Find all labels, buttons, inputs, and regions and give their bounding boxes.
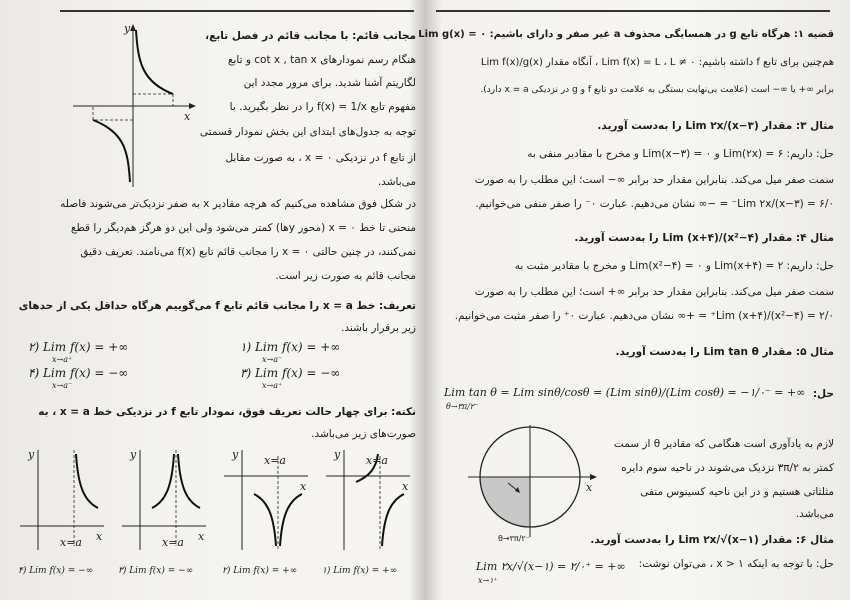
left-page bbox=[0, 0, 422, 600]
asymptote-def-line7: می‌باشد. bbox=[377, 176, 416, 188]
note-line1: نکته: برای چهار حالت تعریف فوق، نمودار تابع f در نزدیکی خط x = a ، به bbox=[38, 406, 416, 418]
header-rule bbox=[60, 10, 414, 12]
ex6-equation-sub: x→۱⁺ bbox=[478, 576, 498, 585]
curve-negative bbox=[93, 120, 130, 182]
svg-text:x: x bbox=[96, 530, 103, 543]
ex3-sol3: Lim ۲x/(x−۳) = ۶/۰⁻ = −∞ نشان می‌دهیم. عبارت ۰⁻ را صفر منفی می‌خوانیم. bbox=[475, 198, 834, 210]
circle-theta-label: θ→۳π/۲⁻ bbox=[498, 534, 530, 543]
ex5-p3: مثلثاتی هستیم و در این ناحیه کسینوس منفی bbox=[640, 486, 834, 498]
ex6-title: مثال ۶: مقدار Lim ۲x/√(x−۱) را به‌دست آورید. bbox=[590, 534, 834, 546]
ex5-p2: کمتر به ۳π/۲ نزدیک می‌شوند در ناحیه سوم دایره bbox=[621, 462, 834, 474]
case-graph-1 bbox=[322, 446, 412, 556]
svg-text:y: y bbox=[334, 448, 341, 461]
ex5-p4: می‌باشد. bbox=[795, 508, 834, 520]
limit-2-sub: x→a⁺ bbox=[52, 355, 73, 364]
asymptote-def-line5: توجه به جدول‌های ابتدای این بخش نمودار قسمتی bbox=[199, 126, 416, 138]
ex3-sol2: سمت صفر میل می‌کند. بنابراین مقدار حد برابر ∞− است؛ این مطلب را به صورت bbox=[474, 174, 834, 186]
svg-text:x=a: x=a bbox=[366, 454, 388, 467]
asymptote-def-line1: مجانب قائم: با مجانب قائم در فصل تابع، bbox=[205, 30, 416, 42]
definition-line2: زیر برقرار باشند. bbox=[341, 322, 416, 334]
case-graph-4 bbox=[16, 446, 106, 556]
right-page bbox=[418, 0, 850, 600]
para1-line3: نمی‌کنند، در چنین حالتی x = ۰ را مجانب قائم تابع f(x) می‌نامند. تعریف دقیق bbox=[80, 246, 416, 258]
theorem-line2: هم‌چنین برای تابع f داشته باشیم: Lim f(x) = L ، L ≠ ۰ ، آنگاه مقدار Lim f(x)/g(x) bbox=[480, 57, 834, 68]
svg-text:x: x bbox=[402, 480, 409, 493]
theorem-line1: قضیه ۱: هرگاه تابع g در همسایگی محذوف a غیر صفر و دارای باشیم: Lim g(x) = ۰ bbox=[418, 29, 834, 40]
asymptote-def-line3: لگاریتم آشنا شدید. برای مرور مجدد این bbox=[243, 77, 416, 89]
limit-1-sub: x→a⁻ bbox=[262, 355, 283, 364]
circle-x-label: x bbox=[586, 481, 593, 494]
graph-y-label: y bbox=[124, 22, 131, 35]
ex5-equation: Lim tan θ = Lim sinθ/cosθ = (Lim sinθ)/(Lim cosθ) = −۱/۰⁻ = +∞ bbox=[444, 386, 806, 399]
ex3-title: مثال ۳: مقدار Lim ۲x/(x−۳) را به‌دست آورید. bbox=[597, 120, 834, 132]
para1-line4: مجانب قائم به صورت زیر است. bbox=[275, 270, 416, 282]
ex6-equation: Lim ۲x/√(x−۱) = ۲/۰⁺ = +∞ bbox=[476, 560, 626, 573]
graph-x-label: x bbox=[184, 110, 191, 123]
limit-4-sub: x→a⁻ bbox=[52, 381, 73, 390]
svg-text:y: y bbox=[130, 448, 137, 461]
ex3-sol1: حل: داریم: Lim(۲x) = ۶ و Lim(x−۳) = ۰ و مخرج با مقادیر منفی به bbox=[527, 148, 834, 160]
caption-1: ۱) Lim f(x) = +∞ bbox=[322, 566, 398, 576]
svg-text:x=a: x=a bbox=[264, 454, 286, 467]
svg-text:y: y bbox=[232, 448, 239, 461]
case-graph-3 bbox=[118, 446, 208, 556]
theorem-line3: برابر ∞+ یا ∞− است (علامت بی‌نهایت بستگی به علامت دو تابع f و g در نزدیکی x = a دارد). bbox=[480, 85, 834, 95]
limit-4: ۴) Lim f(x) = −∞ bbox=[28, 366, 129, 380]
asymptote-def-line4: مفهوم تابع f(x) = 1/x را در نظر بگیرید. با bbox=[229, 101, 416, 113]
curve-positive bbox=[136, 30, 173, 94]
svg-text:y: y bbox=[28, 448, 35, 461]
caption-3: ۳) Lim f(x) = −∞ bbox=[118, 566, 194, 576]
reciprocal-graph bbox=[68, 22, 198, 192]
third-quadrant-shade bbox=[480, 477, 530, 527]
limit-3-sub: x→a⁺ bbox=[262, 381, 283, 390]
caption-4: ۴) Lim f(x) = −∞ bbox=[18, 566, 94, 576]
asymptote-def-line6: از تابع f در نزدیکی x = ۰ ، به صورت مقابل bbox=[225, 152, 416, 164]
svg-text:x=a: x=a bbox=[60, 536, 82, 549]
ex4-title: مثال ۴: مقدار Lim (x+۴)/(x²−۴) را به‌دست آورید. bbox=[574, 232, 834, 244]
note-line2: صورت‌های زیر می‌باشد. bbox=[311, 428, 416, 440]
case-graph-2 bbox=[220, 446, 310, 556]
ex5-title: مثال ۵: مقدار Lim tan θ را به‌دست آورید. bbox=[615, 346, 834, 358]
header-rule-right bbox=[436, 10, 830, 12]
ex6-sol: حل: با توجه به اینکه ۱ < x ، می‌توان نوشت: bbox=[638, 558, 834, 570]
ex4-sol3: Lim (x+۴)/(x²−۴) = ۲/۰⁺ = +∞ نشان می‌دهیم. عبارت ۰⁺ را صفر مثبت می‌خوانیم. bbox=[454, 310, 834, 322]
para1-line1: در شکل فوق مشاهده می‌کنیم که هرچه مقادیر x به صفر نزدیک‌تر می‌شوند فاصله bbox=[60, 198, 416, 210]
ex4-sol2: سمت صفر میل می‌کند. بنابراین مقدار حد برابر ∞+ است؛ این مطلب را به صورت bbox=[474, 286, 834, 298]
caption-2: ۲) Lim f(x) = +∞ bbox=[222, 566, 298, 576]
svg-text:x: x bbox=[300, 480, 307, 493]
ex5-p1: لازم به یادآوری است هنگامی که مقادیر θ از سمت bbox=[613, 438, 834, 450]
ex4-sol1: حل: داریم: Lim(x+۴) = ۲ و Lim(x²−۴) = ۰ و مخرج با مقادیر مثبت به bbox=[514, 260, 834, 272]
ex5-equation-sub: θ→۳π/۲⁻ bbox=[446, 402, 479, 411]
svg-text:x=a: x=a bbox=[162, 536, 184, 549]
limit-1: ۱) Lim f(x) = +∞ bbox=[240, 340, 341, 354]
svg-text:x: x bbox=[198, 530, 205, 543]
limit-2: ۲) Lim f(x) = +∞ bbox=[28, 340, 129, 354]
ex5-sol-label: حل: bbox=[812, 388, 834, 400]
asymptote-def-line2: هنگام رسم نمودارهای cot x , tan x و تابع bbox=[227, 54, 416, 66]
limit-3: ۳) Lim f(x) = −∞ bbox=[240, 366, 341, 380]
definition-line1: تعریف: خط x = a را مجانب قائم تابع f می‌گوییم هرگاه حداقل یکی از حدهای bbox=[18, 300, 416, 312]
unit-circle bbox=[468, 425, 598, 545]
para1-line2: منحنی تا خط x = ۰ (محور yها) کمتر می‌شود ولی این دو هرگز هم‌دیگر را قطع bbox=[70, 222, 416, 234]
